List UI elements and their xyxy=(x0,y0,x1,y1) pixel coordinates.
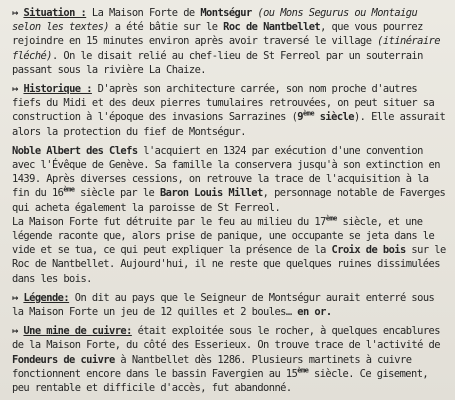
montsegur-name: Montségur xyxy=(200,7,252,19)
document-text xyxy=(12,6,447,400)
historique-text-1: D'après son architecture carrée, son nom proche d'autres fiefs du Midi et des deux pierres tumulaires retrouvées, on peut situer sa construction à l'époque des invasions Sarrazines ( xyxy=(12,83,435,124)
legende-text: On dit au pays que le Seigneur de Montségur aurait enterré sous la Maison Forte un jeu de 12 quilles et 2 boules… xyxy=(12,291,435,319)
legende-heading: Légende: xyxy=(23,291,70,304)
noble-paragraph xyxy=(12,144,447,215)
mine-text-2: à Nantbellet dès 1286. Plusieurs martinets à cuivre fonctionnent encore dans le bassin Favergien au 15 xyxy=(12,353,412,380)
destruction-text-2: siècle, et une légende raconte que, alors prise de panique, une occupante se jeta dans le vide et se tua, ce qui peut expliquer la présence de la xyxy=(12,215,435,257)
situation-paragraph xyxy=(12,6,447,77)
mine-paragraph xyxy=(12,324,447,395)
arrow-bullet-icon: ↦ xyxy=(12,325,18,338)
situation-aside: (ou Mons Segurus ou Montaigu selon les textes) xyxy=(12,7,418,34)
situation-text-4: . On le disait relié au chef-lieu de St Ferreol par un souterrain passant sous la rivière La Chaize. xyxy=(12,49,423,76)
noble-text-3: , personnage notable de Faverges qui acheta également la paroisse de St Ferreol. xyxy=(12,187,446,214)
baron-name: Baron Louis Millet xyxy=(159,187,263,200)
mine-sup: ème xyxy=(297,366,309,375)
situation-text-1: La Maison Forte de xyxy=(86,7,201,19)
century-number: 9 xyxy=(297,111,304,124)
century-word: siècle xyxy=(314,111,354,124)
situation-heading: Situation : xyxy=(23,7,87,19)
arrow-bullet-icon: ↦ xyxy=(12,7,18,19)
itinerary-note: (itinéraire fléché) xyxy=(12,35,440,62)
noble-text-2: siècle par le xyxy=(74,187,160,200)
roc-name: Roc de Nantbellet xyxy=(223,21,321,34)
croix-name: Croix de bois xyxy=(331,244,406,257)
historique-heading: Historique : xyxy=(23,83,92,96)
century-suffix: ème xyxy=(303,109,315,118)
mine-text-3: siècle. Ce gisement, peu rentable et difficile d'accès, fut abandonné. xyxy=(12,367,429,395)
mine-heading: Une mine de cuivre: xyxy=(23,325,132,338)
historique-paragraph xyxy=(12,82,447,139)
situation-text-2: a été bâtie sur le xyxy=(109,21,224,34)
historique-text-2: ). Elle assurait alors la protection du fief de Montségur. xyxy=(12,111,446,138)
legende-or: en or. xyxy=(291,306,332,319)
noble-text-1: l'acquiert en 1324 par exécution d'une convention avec l'Évêque de Genève. Sa famille la conservera jusqu'à son extinction en 1439. Après diverses cessions, on retrouve la trace de l'acquisition à la fin du 16 xyxy=(12,144,440,200)
noble-name: Noble Albert des Clefs xyxy=(12,144,138,157)
legende-paragraph xyxy=(12,291,447,319)
destruction-paragraph xyxy=(12,215,447,286)
fondeurs-name: Fondeurs de cuivre xyxy=(12,353,115,366)
mine-text-1: était exploitée sous le rocher, à quelques encablures de la Maison Forte, du côté des Esserieux. On trouve trace de l'activité de xyxy=(12,325,440,352)
noble-sup: ème xyxy=(63,185,75,194)
destruction-text-1: La Maison Forte fut détruite par le feu au milieu du 17 xyxy=(12,215,326,228)
arrow-bullet-icon: ↦ xyxy=(12,291,18,304)
destruction-text-3: sur le Roc de Nantbellet. Aujourd'hui, il ne reste que quelques ruines dissimulées dans les bois. xyxy=(12,244,446,285)
destruction-sup: ème xyxy=(325,214,337,223)
situation-text-3: , que vous pourrez rejoindre en 15 minutes environ après avoir traversé le village xyxy=(12,21,423,48)
arrow-bullet-icon: ↦ xyxy=(12,83,18,96)
